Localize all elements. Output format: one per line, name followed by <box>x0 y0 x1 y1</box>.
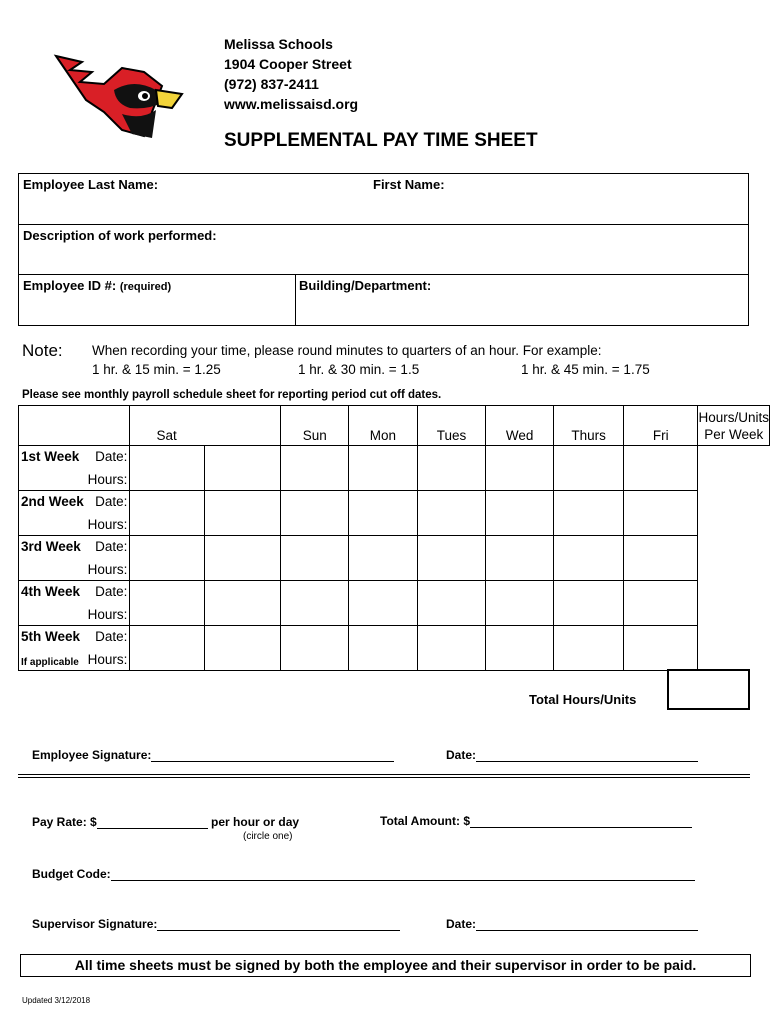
hours-cell[interactable] <box>349 469 418 491</box>
day-header-wed <box>486 406 554 446</box>
date-cell[interactable] <box>205 626 281 649</box>
example-2: 1 hr. & 30 min. = 1.5 <box>298 362 420 377</box>
employee-id-label-text: Employee ID #: <box>23 278 117 293</box>
week-date-row <box>19 446 770 469</box>
date-cell[interactable] <box>486 446 554 469</box>
hours-cell[interactable] <box>554 469 624 491</box>
hours-cell[interactable] <box>554 559 624 581</box>
hours-cell[interactable] <box>281 559 349 581</box>
day-sat: Sat <box>156 428 177 443</box>
school-info <box>224 34 358 114</box>
day-header-sun <box>281 406 349 446</box>
weekly-total-cell[interactable] <box>624 604 698 626</box>
week-hours-row <box>19 469 770 491</box>
week-hours-row <box>19 514 770 536</box>
employee-signature-row <box>32 747 394 762</box>
hours-cell[interactable] <box>486 649 554 671</box>
employee-date-label: Date: <box>446 748 477 762</box>
example-3: 1 hr. & 45 min. = 1.75 <box>521 362 650 377</box>
date-cell[interactable] <box>281 581 349 604</box>
weekly-total-cell[interactable] <box>624 536 698 559</box>
signature-notice: All time sheets must be signed by both the employee and their supervisor in order to be paid. <box>20 954 751 977</box>
date-cell[interactable] <box>486 581 554 604</box>
day-fri: Fri <box>652 428 669 443</box>
week-label-cell <box>19 649 130 671</box>
week-date-row <box>19 581 770 604</box>
weekly-total-cell[interactable] <box>624 649 698 671</box>
updated-date: Updated 3/12/2018 <box>22 996 91 1005</box>
week-name: 3rd Week <box>21 539 81 554</box>
date-cell[interactable] <box>130 446 205 469</box>
weekly-total-cell[interactable] <box>624 491 698 514</box>
hours-cell[interactable] <box>349 604 418 626</box>
description-label: Description of work performed: <box>23 228 217 243</box>
last-name-label: Employee Last Name: <box>23 177 159 192</box>
date-cell[interactable] <box>130 626 205 649</box>
hours-cell[interactable] <box>205 559 281 581</box>
week-label-cell <box>19 469 130 491</box>
first-name-label: First Name: <box>373 177 445 192</box>
date-cell[interactable] <box>205 491 281 514</box>
date-cell[interactable] <box>349 626 418 649</box>
grid-header-row <box>19 406 770 446</box>
weekly-total-cell[interactable] <box>624 581 698 604</box>
total-hours-field[interactable] <box>667 669 750 710</box>
time-grid <box>18 405 770 671</box>
pay-rate-line[interactable] <box>97 814 208 829</box>
note-text: When recording your time, please round minutes to quarters of an hour. For example: <box>92 343 602 358</box>
building-field[interactable] <box>296 275 748 325</box>
hours-cell[interactable] <box>281 469 349 491</box>
hours-cell[interactable] <box>349 514 418 536</box>
building-label: Building/Department: <box>299 278 432 293</box>
date-label: Date: <box>95 539 128 554</box>
hours-cell[interactable] <box>417 604 485 626</box>
date-cell[interactable] <box>349 536 418 559</box>
hours-cell[interactable] <box>205 469 281 491</box>
weekly-total-cell[interactable] <box>624 559 698 581</box>
weekly-total-cell[interactable] <box>624 514 698 536</box>
hours-cell[interactable] <box>281 514 349 536</box>
date-cell[interactable] <box>130 491 205 514</box>
date-cell[interactable] <box>205 536 281 559</box>
hours-cell[interactable] <box>486 604 554 626</box>
day-sun: Sun <box>302 428 327 443</box>
date-label: Date: <box>95 449 128 464</box>
supervisor-signature-label: Supervisor Signature: <box>32 917 158 931</box>
name-field[interactable] <box>19 174 748 224</box>
week-date-row <box>19 536 770 559</box>
employee-date-row <box>446 747 698 762</box>
date-cell[interactable] <box>281 491 349 514</box>
week-name: 5th Week <box>21 629 81 644</box>
hours-cell[interactable] <box>281 604 349 626</box>
hours-cell[interactable] <box>130 604 205 626</box>
hours-cell[interactable] <box>205 514 281 536</box>
week-label-cell <box>19 446 130 469</box>
description-field[interactable] <box>19 225 748 274</box>
if-applicable-note: If applicable <box>21 656 79 668</box>
employee-id-field[interactable] <box>19 275 295 325</box>
supervisor-signature-line[interactable] <box>157 916 400 931</box>
employee-signature-label: Employee Signature: <box>32 748 152 762</box>
week-label-cell <box>19 491 130 514</box>
school-name: Melissa Schools <box>224 36 333 52</box>
per-week-label: Per Week <box>704 426 764 442</box>
employee-signature-line[interactable] <box>151 747 394 762</box>
week-label-cell <box>19 626 130 649</box>
hours-cell[interactable] <box>486 514 554 536</box>
example-1: 1 hr. & 15 min. = 1.25 <box>92 362 221 377</box>
supervisor-signature-row <box>32 916 400 931</box>
day-tues: Tues <box>436 428 467 443</box>
date-label: Date: <box>95 629 128 644</box>
pay-rate-label: Pay Rate: $ <box>32 815 97 829</box>
date-cell[interactable] <box>417 581 485 604</box>
date-label: Date: <box>95 494 128 509</box>
week-label-cell <box>19 536 130 559</box>
date-cell[interactable] <box>417 626 485 649</box>
per-hour-or-day-label: per hour or day <box>211 815 300 829</box>
total-amount-label: Total Amount: $ <box>380 814 470 828</box>
budget-code-row <box>32 866 695 881</box>
week-hours-row <box>19 649 770 671</box>
day-wed: Wed <box>505 428 534 443</box>
supervisor-date-label: Date: <box>446 917 477 931</box>
hours-cell[interactable] <box>554 649 624 671</box>
hours-cell[interactable] <box>554 604 624 626</box>
hours-cell[interactable] <box>205 604 281 626</box>
cardinal-mascot-icon <box>52 50 188 142</box>
date-cell[interactable] <box>554 581 624 604</box>
date-cell[interactable] <box>486 536 554 559</box>
total-amount-line[interactable] <box>470 813 692 828</box>
divider <box>18 774 750 778</box>
hours-label: Hours: <box>87 561 128 577</box>
week-name: 4th Week <box>21 584 81 599</box>
required-note: (required) <box>119 281 172 293</box>
supervisor-date-line[interactable] <box>476 916 698 931</box>
date-cell[interactable] <box>554 491 624 514</box>
pay-rate-row <box>32 814 299 829</box>
date-cell[interactable] <box>349 581 418 604</box>
school-address: 1904 Cooper Street <box>224 56 352 72</box>
total-hours-label: Total Hours/Units <box>529 692 637 707</box>
hours-per-week-header <box>698 406 770 446</box>
day-header-mon <box>349 406 418 446</box>
supervisor-date-row <box>446 916 698 931</box>
date-cell[interactable] <box>130 581 205 604</box>
hours-cell[interactable] <box>486 559 554 581</box>
date-cell[interactable] <box>281 446 349 469</box>
school-website: www.melissaisd.org <box>224 96 359 112</box>
hours-cell[interactable] <box>281 649 349 671</box>
date-label: Date: <box>95 584 128 599</box>
day-header-tues <box>417 406 485 446</box>
date-cell[interactable] <box>554 626 624 649</box>
hours-label: Hours: <box>87 651 128 667</box>
day-header-sat <box>130 406 281 446</box>
hours-cell[interactable] <box>417 469 485 491</box>
week-hours-row <box>19 604 770 626</box>
date-cell[interactable] <box>417 446 485 469</box>
schedule-note: Please see monthly payroll schedule sheet for reporting period cut off dates. <box>22 389 442 401</box>
day-thurs: Thurs <box>571 428 606 443</box>
date-cell[interactable] <box>205 446 281 469</box>
date-cell[interactable] <box>205 581 281 604</box>
hours-cell[interactable] <box>130 559 205 581</box>
hours-cell[interactable] <box>554 514 624 536</box>
date-cell[interactable] <box>554 446 624 469</box>
date-cell[interactable] <box>486 491 554 514</box>
weekly-total-cell[interactable] <box>624 626 698 649</box>
date-cell[interactable] <box>417 536 485 559</box>
date-cell[interactable] <box>486 626 554 649</box>
date-cell[interactable] <box>349 446 418 469</box>
week-date-row <box>19 626 770 649</box>
day-header-fri <box>624 406 698 446</box>
hours-cell[interactable] <box>130 514 205 536</box>
hours-label: Hours: <box>87 606 128 622</box>
day-mon: Mon <box>369 428 397 443</box>
date-cell[interactable] <box>349 491 418 514</box>
budget-code-line[interactable] <box>111 866 695 881</box>
hours-cell[interactable] <box>349 559 418 581</box>
budget-code-label: Budget Code: <box>32 867 111 881</box>
note-label: Note: <box>22 341 63 360</box>
date-cell[interactable] <box>281 626 349 649</box>
week-date-row <box>19 491 770 514</box>
hours-units-label: Hours/Units <box>698 409 769 425</box>
hours-cell[interactable] <box>130 469 205 491</box>
school-phone: (972) 837-2411 <box>224 76 319 92</box>
employee-date-line[interactable] <box>476 747 698 762</box>
week-label-cell <box>19 514 130 536</box>
weekly-total-cell[interactable] <box>624 446 698 469</box>
week-label-cell <box>19 581 130 604</box>
circle-one-note: (circle one) <box>243 831 293 842</box>
employee-info-box <box>18 173 749 326</box>
week-label-cell <box>19 604 130 626</box>
total-amount-row <box>380 813 692 828</box>
hours-cell[interactable] <box>417 559 485 581</box>
day-header-thurs <box>554 406 624 446</box>
page-title: SUPPLEMENTAL PAY TIME SHEET <box>224 130 538 151</box>
date-cell[interactable] <box>281 536 349 559</box>
week-name: 2nd Week <box>21 494 84 509</box>
hours-cell[interactable] <box>349 649 418 671</box>
hours-cell[interactable] <box>417 514 485 536</box>
hours-label: Hours: <box>87 516 128 532</box>
hours-cell[interactable] <box>130 649 205 671</box>
week-hours-row <box>19 559 770 581</box>
weekly-total-cell[interactable] <box>624 469 698 491</box>
date-cell[interactable] <box>554 536 624 559</box>
date-cell[interactable] <box>130 536 205 559</box>
week-name: 1st Week <box>21 449 80 464</box>
week-label-cell <box>19 559 130 581</box>
hours-label: Hours: <box>87 471 128 487</box>
hours-cell[interactable] <box>205 649 281 671</box>
grid-corner <box>19 406 130 446</box>
hours-cell[interactable] <box>417 649 485 671</box>
date-cell[interactable] <box>417 491 485 514</box>
hours-cell[interactable] <box>486 469 554 491</box>
